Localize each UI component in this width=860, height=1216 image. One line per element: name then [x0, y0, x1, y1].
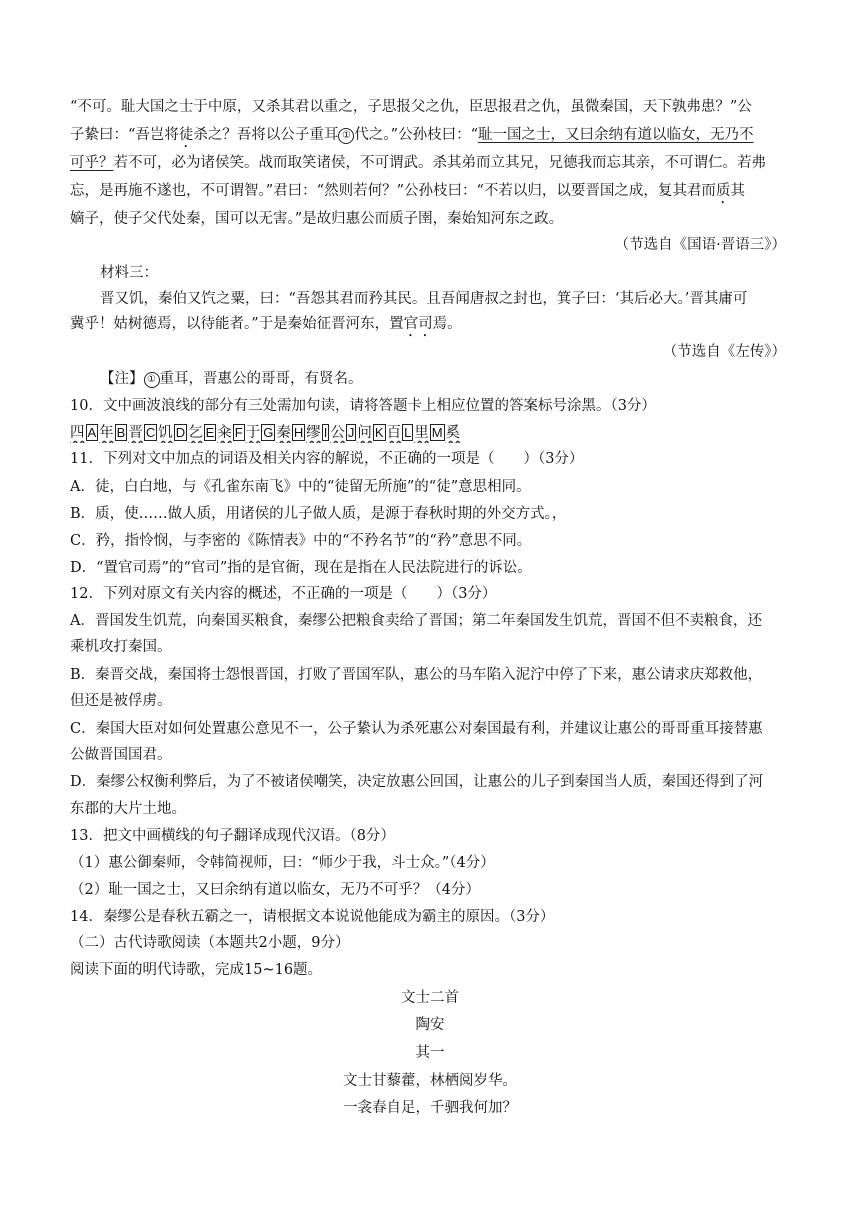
- subquestion-1: （1）惠公御秦师，令韩简视师，曰：“师少于我，斗士众。”（4分）: [70, 855, 495, 871]
- question-12: 12．下列对原文有关内容的概述，不正确的一项是（ ）（3分）: [70, 586, 497, 602]
- underlined-sentence: 耻一国之士，又曰余纳有道以临女，无乃不: [478, 127, 754, 143]
- poem-line: 一衾春自足，千驷我何加？: [343, 1100, 517, 1116]
- text-run: 公: [330, 425, 345, 441]
- option-d-cont: 东郡的大片土地。: [70, 801, 186, 817]
- subquestion-2: （2）耻一国之士，又曰余纳有道以临女，无乃不可乎？（4分）: [70, 882, 480, 898]
- text-run: 籴: [217, 425, 232, 441]
- passage-line: 晋又饥，秦伯又饩之粟，曰：“吾怨其君而矜其民。且吾闻唐叔之封也，箕子曰：‘其后必大。’晋其庸可: [100, 291, 748, 307]
- option-c: C．矜，指怜悯，与李密的《陈情表》中的“不矜名节”的“矜”意思不同。: [70, 533, 532, 549]
- underlined-sentence: 可乎？: [70, 155, 114, 171]
- answer-option-box[interactable]: A: [87, 425, 97, 440]
- footnote-marker: ①: [338, 128, 354, 144]
- text-run: 于: [245, 425, 261, 441]
- answer-option-box[interactable]: K: [374, 425, 384, 440]
- text-run: 里: [414, 425, 429, 441]
- answer-option-box[interactable]: L: [404, 425, 412, 440]
- note-text: 重耳，晋惠公的哥哥，有贤名。: [159, 371, 363, 387]
- answer-option-box[interactable]: C: [145, 425, 156, 440]
- answer-option-box[interactable]: H: [293, 425, 304, 440]
- punctuation-row: [70, 425, 446, 441]
- passage-line: [70, 181, 792, 207]
- passage-line: 嫡子，使子父代处秦，国可以无害。”是故归惠公而质子圉，秦始知河东之政。: [70, 211, 564, 227]
- question-14: 14．秦缪公是春秋五霸之一，请根据文本说说他能成为霸主的原因。（3分）: [70, 909, 555, 925]
- option-d: D．秦缪公权衡利弊后，为了不被诸侯嘲笑，决定放惠公回国，让惠公的儿子到秦国当人质，秦国还得到了河: [70, 774, 764, 790]
- material-heading: 材料三：: [100, 265, 158, 281]
- passage-line: “不可。耻大国之士于中原，又杀其君以重之，子思报父之仇，臣思报君之仇，虽微秦国，天下孰弗患？”公: [70, 99, 752, 115]
- passage-line: [70, 125, 792, 151]
- option-a: A．徒，白白地，与《孔雀东南飞》中的“徒留无所施”的“徒”意思相同。: [70, 479, 531, 495]
- option-b-cont: 但还是被俘虏。: [70, 693, 172, 709]
- source-citation: （节选自《左传》）: [662, 344, 786, 360]
- section-heading: （二）古代诗歌阅读（本题共2小题，9分）: [70, 935, 350, 951]
- answer-option-box[interactable]: D: [175, 425, 186, 440]
- dotted-word: 官司: [403, 316, 433, 332]
- text-run: 焉。: [432, 316, 462, 332]
- text-run: 缪: [306, 425, 321, 441]
- text-run: 问: [357, 425, 372, 441]
- text-run: 百: [386, 425, 402, 441]
- text-run: 若不可，必为诸侯笑。战而取笑诸侯，不可谓武。杀其弟而立其兄，兄德我而忘其亲，不可谓仁。若弗: [113, 155, 766, 171]
- answer-option-box[interactable]: G: [263, 425, 274, 440]
- answer-option-box[interactable]: E: [205, 425, 215, 440]
- text-run: 乞: [188, 425, 203, 441]
- option-a: A．晋国发生饥荒，向秦国买粮食，秦缪公把粮食卖给了晋国；第二年秦国发生饥荒，晋国不但不卖粮食，还: [70, 613, 762, 629]
- note-label: 【注】: [100, 371, 144, 387]
- passage-line: [70, 314, 792, 340]
- text-run: 秦: [276, 425, 291, 441]
- footnote-marker: ①: [144, 372, 160, 388]
- text-run: 子絷曰：“吾岂将: [70, 127, 179, 143]
- text-run: 冀乎！姑树德焉，以待能者。”于是秦始征晋河东，置: [70, 316, 404, 332]
- text-run: 奚: [445, 425, 461, 441]
- poem-author: 陶安: [415, 1017, 445, 1033]
- dotted-word: 徒: [178, 127, 194, 143]
- source-citation: （节选自《国语·晋语三》）: [614, 237, 786, 253]
- option-a-cont: 乘机攻打秦国。: [70, 639, 172, 655]
- poem-part: 其一: [415, 1045, 445, 1061]
- text-run: 年: [99, 425, 114, 441]
- answer-option-box[interactable]: F: [234, 425, 243, 440]
- option-d: D．“置官司焉”的“官司”指的是官衙，现在是指在人民法院进行的诉讼。: [70, 560, 532, 576]
- answer-option-box[interactable]: J: [347, 425, 355, 440]
- text-run: 晋: [128, 425, 143, 441]
- text-run: 其: [730, 183, 745, 199]
- footnote: [100, 369, 792, 389]
- question-11: 11．下列对文中加点的词语及相关内容的解说，不正确的一项是（ ）（3分）: [70, 451, 584, 467]
- poem-line: 文士甘藜藿，林栖阅岁华。: [343, 1073, 517, 1089]
- text-run: 代之。”公孙枝曰：“: [354, 127, 478, 143]
- question-13: 13．把文中画横线的句子翻译成现代汉语。（8分）: [70, 828, 395, 844]
- text-run: 四: [70, 425, 85, 441]
- text-run: 杀之？吾将以公子重耳: [193, 127, 339, 143]
- option-b: B．质，使……做人质，用诸侯的儿子做人质，是源于春秋时期的外交方式。，: [70, 506, 567, 522]
- option-c-cont: 公做晋国国君。: [70, 747, 172, 763]
- question-10: 10．文中画波浪线的部分有三处需加句读，请将答题卡上相应位置的答案标号涂黑。（3分）: [70, 398, 656, 414]
- instruction: 阅读下面的明代诗歌，完成15~16题。: [70, 962, 323, 978]
- passage-line: [70, 153, 792, 173]
- punctuation-options: [70, 423, 792, 443]
- option-c: C．秦国大臣对如何处置惠公意见不一，公子絷认为杀死惠公对秦国最有利，并建议让惠公的哥哥重耳接替惠: [70, 721, 763, 737]
- answer-option-box[interactable]: I: [323, 425, 328, 440]
- text-run: 饥: [158, 425, 173, 441]
- text-run: 忘，是再施不遂也，不可谓智。”君曰：“然则若何？”公孙枝曰：“不若以归，以要晋国之成，复其君而: [70, 183, 716, 199]
- answer-option-box[interactable]: M: [431, 425, 443, 440]
- dotted-word: 质: [715, 183, 731, 199]
- answer-option-box[interactable]: B: [116, 425, 126, 440]
- option-b: B．秦晋交战，秦国将士怨恨晋国，打败了晋国军队，惠公的马车陷入泥泞中停了下来，惠公请求庆郑救他，: [70, 667, 763, 683]
- poem-title: 文士二首: [401, 990, 459, 1006]
